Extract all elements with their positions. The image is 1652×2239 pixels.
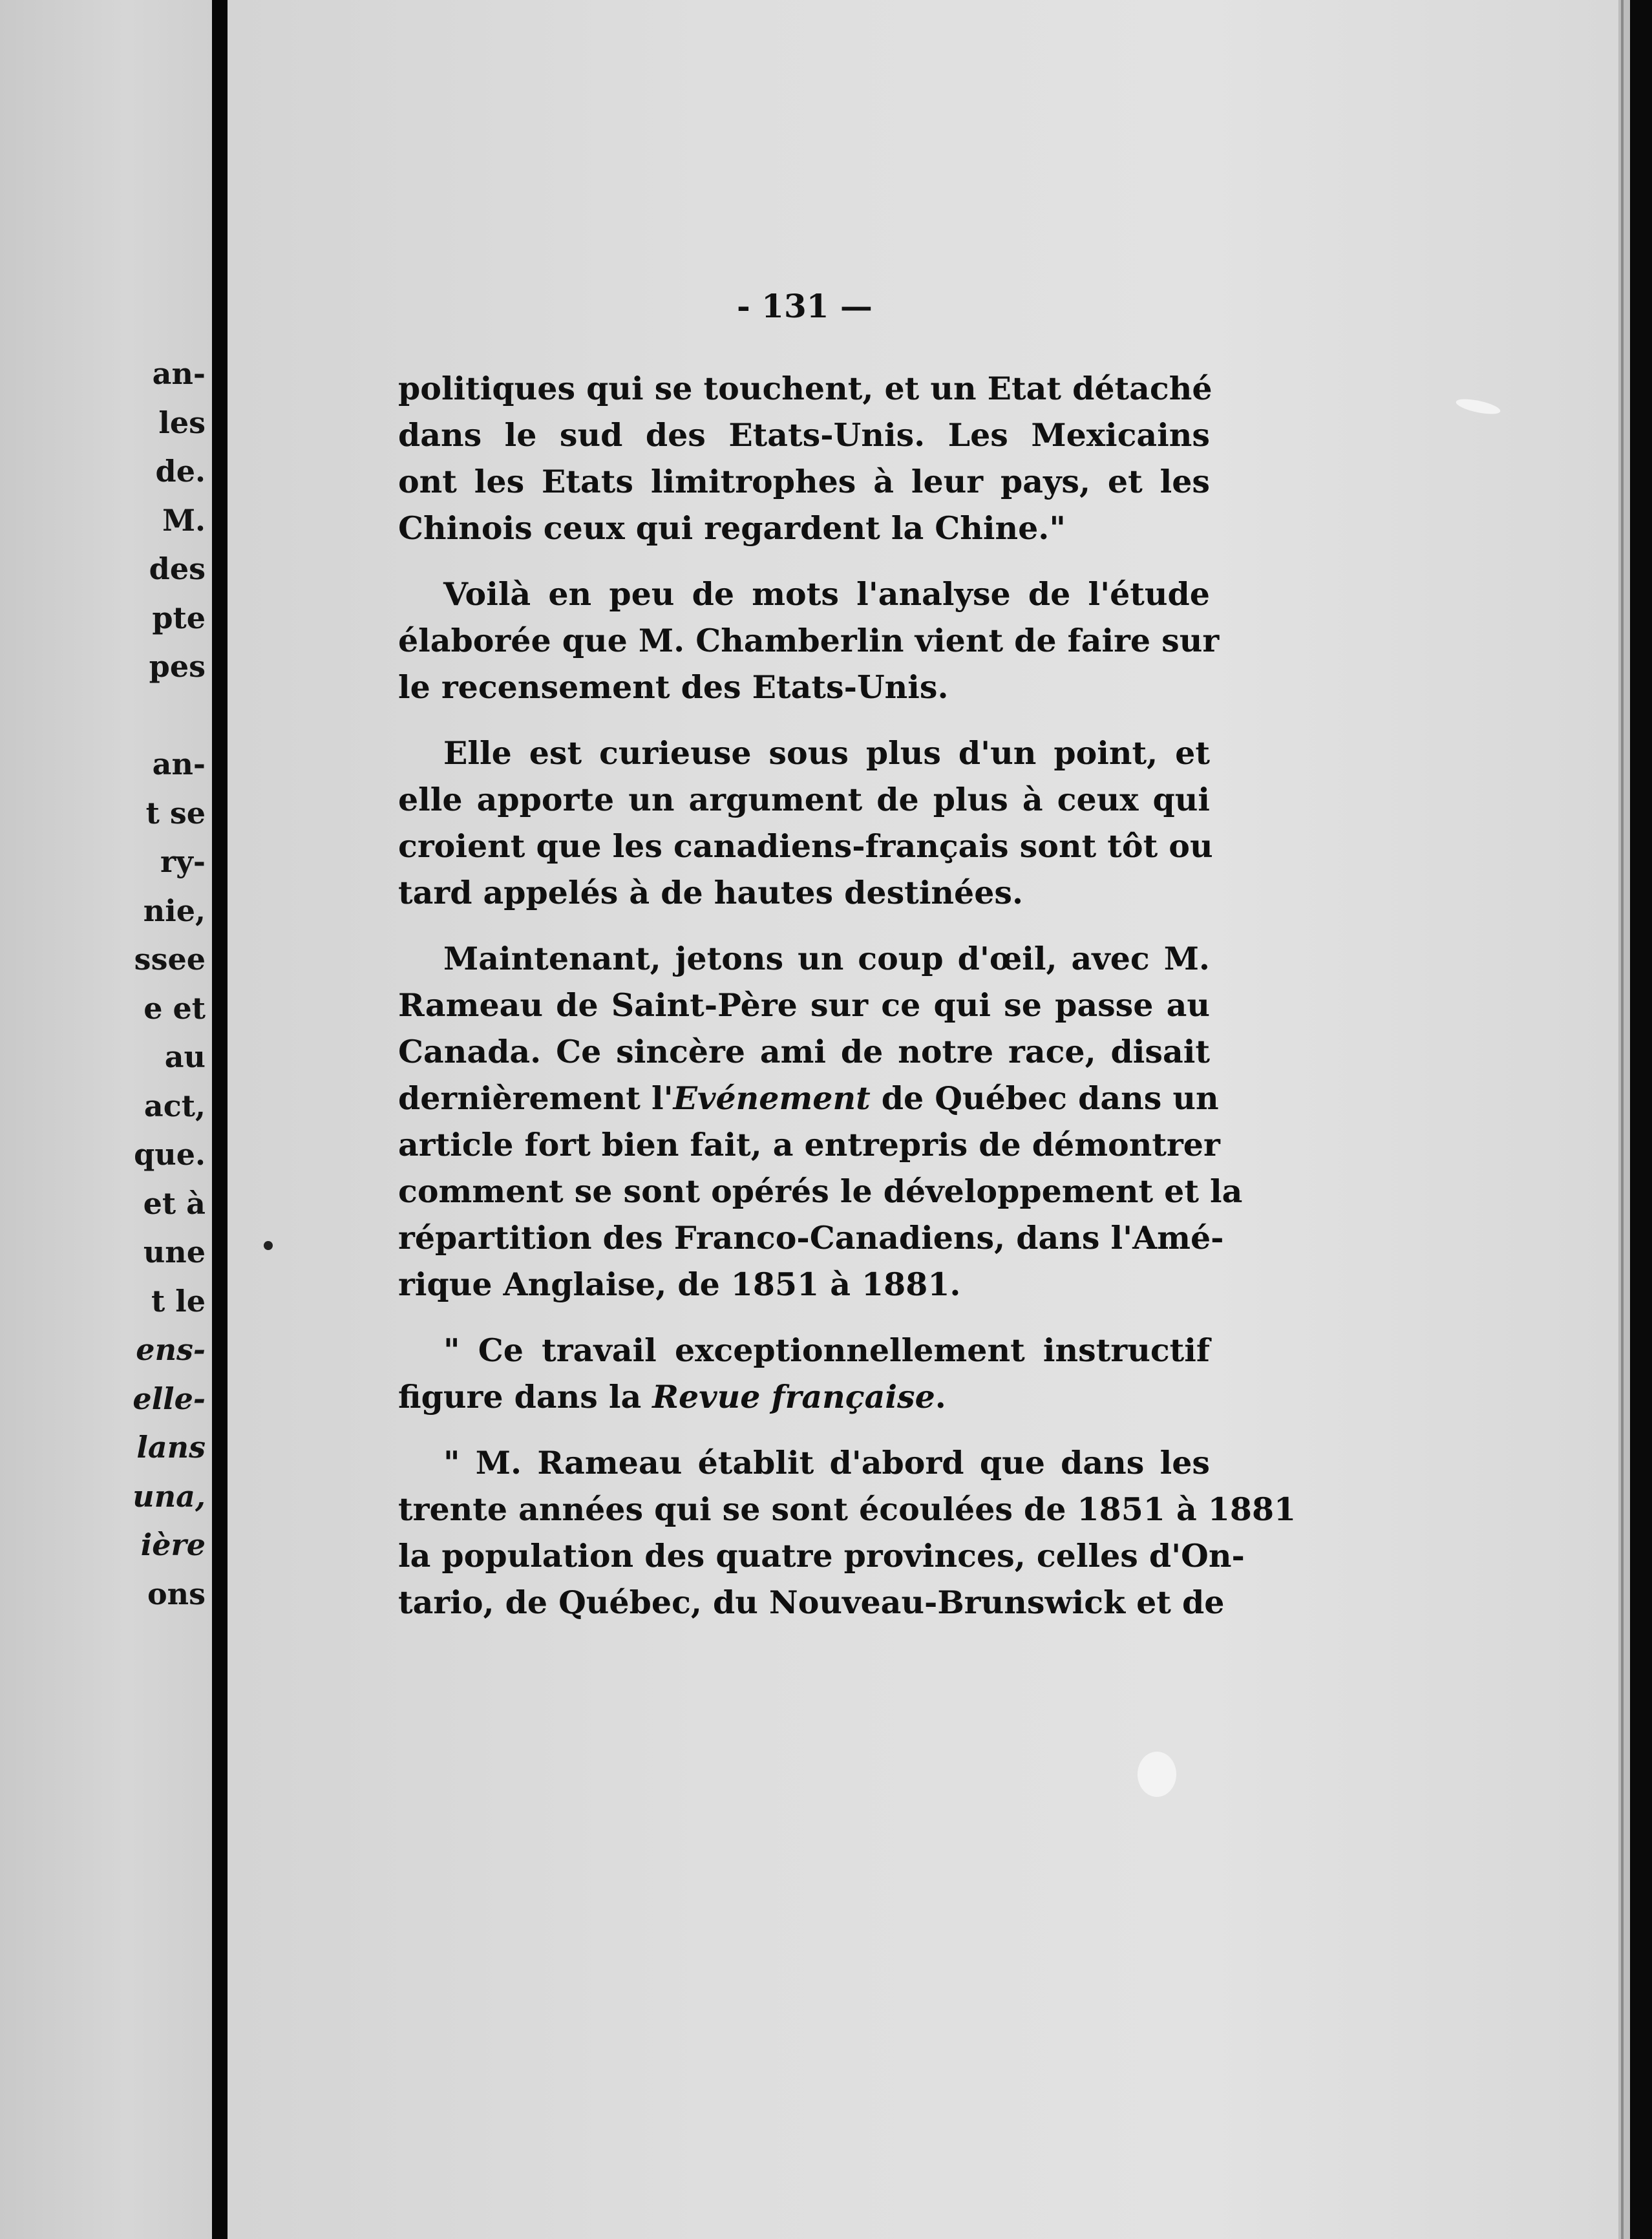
paragraph: [398, 571, 1220, 710]
left-page-line: ssee: [134, 942, 206, 977]
left-page-line: une: [143, 1235, 206, 1269]
text-line: répartition des Franco-Canadiens, dans l'Amé-: [398, 1219, 1224, 1257]
italic-title: Revue française: [652, 1378, 935, 1416]
left-page-line: de.: [155, 454, 206, 489]
scan-border: [1630, 0, 1652, 2239]
text-line: politiques qui se touchent, et un Etat détaché: [398, 370, 1213, 407]
left-page-line: ons: [147, 1576, 206, 1611]
paragraph-gap: [398, 710, 1210, 730]
text-line: Elle est curieuse sous plus d'un point, et: [443, 734, 1210, 772]
left-page-line: les: [158, 405, 206, 440]
left-page-line: t se: [145, 795, 206, 831]
text-line: trente années qui se sont écoulées de 1851 à 1881: [398, 1491, 1297, 1528]
paragraph: [398, 730, 1213, 916]
text-line: article fort bien fait, a entrepris de démontrer: [398, 1126, 1220, 1163]
text-line: tario, de Québec, du Nouveau-Brunswick et de: [398, 1584, 1225, 1621]
paragraph: [398, 1327, 1210, 1420]
paper-speck: [1455, 396, 1501, 417]
text-line: elle apporte un argument de plus à ceux qui: [398, 781, 1210, 818]
text-line: la population des quatre provinces, celles d'On-: [398, 1537, 1245, 1575]
left-page-line: act,: [143, 1088, 206, 1123]
page-edge-line: [1621, 0, 1624, 2239]
text-line: Voilà en peu de mots l'analyse de l'étude: [443, 575, 1210, 613]
book-gutter: [212, 0, 228, 2239]
text-segment: dernièrement l': [398, 1079, 673, 1117]
text-line: dans le sud des Etats-Unis. Les Mexicains: [398, 416, 1210, 454]
paragraph-gap: [398, 1308, 1210, 1327]
text-line: élaborée que M. Chamberlin vient de faire sur: [398, 622, 1220, 659]
text-line: Canada. Ce sincère ami de notre race, disait: [398, 1033, 1210, 1070]
ink-dot: [264, 1241, 273, 1250]
left-page-line: an-: [152, 356, 206, 391]
paragraph: [398, 935, 1243, 1308]
left-page-line: an-: [152, 747, 206, 781]
page-edge: [1618, 0, 1630, 2239]
body-text: [398, 365, 1297, 1626]
text-line: " Ce travail exceptionnellement instructif: [443, 1332, 1210, 1369]
text-segment: figure dans la: [398, 1378, 653, 1416]
text-line: [398, 1374, 1210, 1420]
left-page-line: pes: [149, 649, 206, 684]
text-segment: .: [935, 1378, 946, 1416]
paragraph-gap: [398, 1420, 1210, 1439]
left-page-line: t le: [151, 1283, 206, 1319]
paragraph: [398, 1439, 1297, 1626]
left-page-line: M.: [162, 502, 206, 538]
page-number: - 131 —: [737, 287, 873, 325]
text-line: [398, 1075, 1219, 1121]
left-page-line: ens-: [136, 1332, 206, 1367]
text-line: croient que les canadiens-français sont tôt ou: [398, 827, 1213, 865]
paper-speck: [1138, 1752, 1176, 1797]
text-line: " M. Rameau établit d'abord que dans les: [443, 1444, 1210, 1481]
paragraph-gap: [398, 916, 1210, 935]
text-line: le recensement des Etats-Unis.: [398, 668, 949, 706]
text-line: Chinois ceux qui regardent la Chine.": [398, 509, 1066, 547]
left-page-line: nie,: [143, 893, 206, 928]
text-line: comment se sont opérés le développement et la: [398, 1173, 1243, 1210]
left-page-line: des: [149, 551, 206, 586]
left-page-line: e et: [143, 990, 206, 1026]
text-line: rique Anglaise, de 1851 à 1881.: [398, 1266, 961, 1303]
left-page-line: et à: [143, 1185, 206, 1221]
italic-title: Evénement: [673, 1079, 871, 1117]
text-line: tard appelés à de hautes destinées.: [398, 874, 1024, 911]
left-page-line: que.: [134, 1137, 206, 1172]
left-page-fragment: [0, 0, 212, 2239]
paragraph: [398, 365, 1213, 551]
left-page-line: lans: [136, 1430, 206, 1465]
text-line: ont les Etats limitrophes à leur pays, et les: [398, 463, 1210, 500]
left-page-line: ry-: [160, 844, 206, 879]
text-line: Maintenant, jetons un coup d'œil, avec M.: [443, 940, 1210, 977]
left-page-line: ière: [140, 1527, 206, 1562]
left-page-line: au: [164, 1039, 206, 1074]
text-line: Rameau de Saint-Père sur ce qui se passe au: [398, 986, 1210, 1024]
text-segment: de Québec dans un: [870, 1079, 1219, 1117]
left-page-line: una,: [132, 1478, 206, 1514]
left-page-line: pte: [152, 600, 206, 635]
left-page-line: elle-: [132, 1381, 206, 1416]
paragraph-gap: [398, 551, 1210, 571]
